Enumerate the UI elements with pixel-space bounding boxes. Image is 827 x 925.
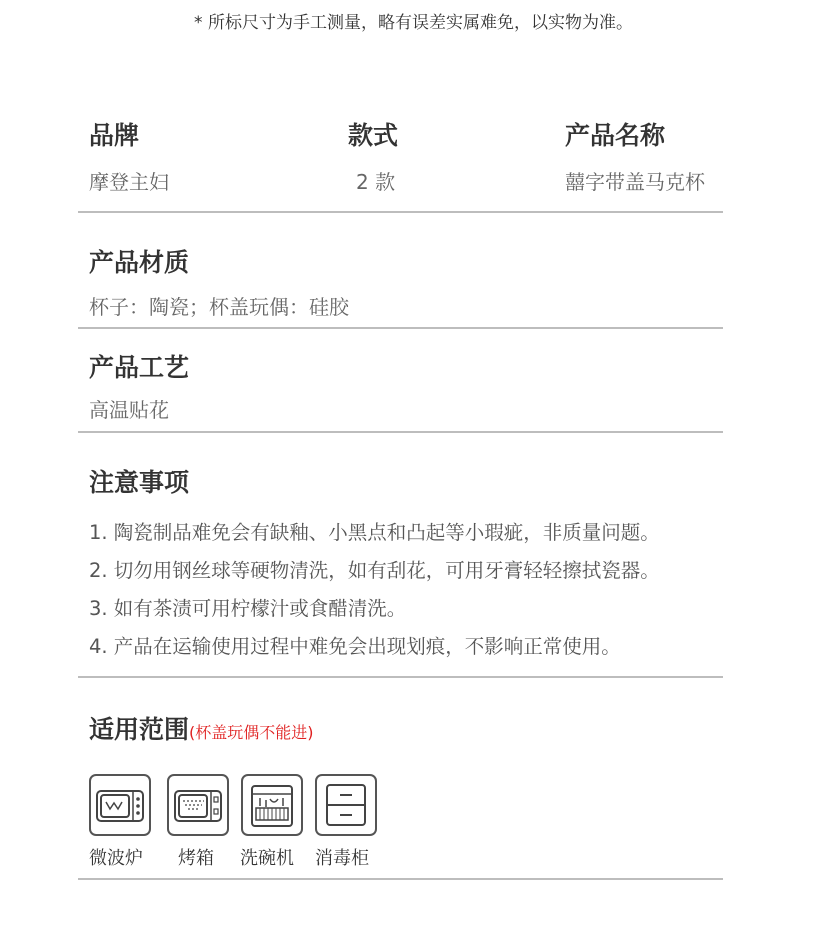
usage-item-microwave [89, 774, 151, 869]
brand-header: 品牌 [89, 121, 140, 150]
material-title: 产品材质 [89, 248, 190, 277]
usage-title: 适用范围 [89, 715, 190, 744]
usage-item-sterilizer [315, 774, 377, 869]
brand-column [89, 116, 169, 195]
list-item: 2. 切勿用钢丝球等硬物清洗，如有刮花，可用牙膏轻轻擦拭瓷器。 [89, 559, 660, 582]
measurement-note: * 所标尺寸为手工测量，略有误差实属难免，以实物为准。 [194, 13, 633, 33]
microwave-icon [89, 774, 151, 836]
divider [78, 431, 723, 433]
usage-label: 微波炉 [89, 848, 143, 869]
style-column [348, 116, 398, 195]
usage-label: 烤箱 [178, 848, 214, 869]
usage-icons [89, 774, 723, 874]
craft-section [89, 348, 723, 423]
product-name-column [565, 116, 705, 195]
usage-note: (杯盖玩偶不能进) [189, 723, 314, 742]
style-header: 款式 [348, 121, 399, 150]
product-info-table [89, 116, 723, 206]
product-name-value: 囍字带盖马克杯 [565, 170, 705, 194]
brand-value: 摩登主妇 [89, 170, 169, 194]
product-name-header: 产品名称 [565, 121, 666, 150]
list-item: 4. 产品在运输使用过程中难免会出现划痕，不影响正常使用。 [89, 635, 621, 658]
style-value: 2 款 [356, 170, 396, 194]
sterilizer-icon [315, 774, 377, 836]
usage-item-oven [167, 774, 229, 869]
usage-label: 消毒柜 [315, 848, 369, 869]
craft-title: 产品工艺 [89, 353, 190, 382]
material-section [89, 243, 723, 320]
divider [78, 676, 723, 678]
usage-label: 洗碗机 [240, 848, 294, 869]
usage-section [89, 710, 723, 746]
list-item: 1. 陶瓷制品难免会有缺釉、小黑点和凸起等小瑕疵，非质量问题。 [89, 521, 660, 544]
divider [78, 327, 723, 329]
material-value: 杯子：陶瓷；杯盖玩偶：硅胶 [89, 295, 349, 319]
divider [78, 878, 723, 880]
notes-title: 注意事项 [89, 468, 190, 497]
oven-icon [167, 774, 229, 836]
notes-list [89, 514, 723, 666]
usage-item-dishwasher [240, 774, 303, 869]
notes-section [89, 463, 723, 666]
list-item: 3. 如有茶渍可用柠檬汁或食醋清洗。 [89, 597, 407, 620]
divider [78, 211, 723, 213]
dishwasher-icon [241, 774, 303, 836]
craft-value: 高温贴花 [89, 398, 169, 422]
